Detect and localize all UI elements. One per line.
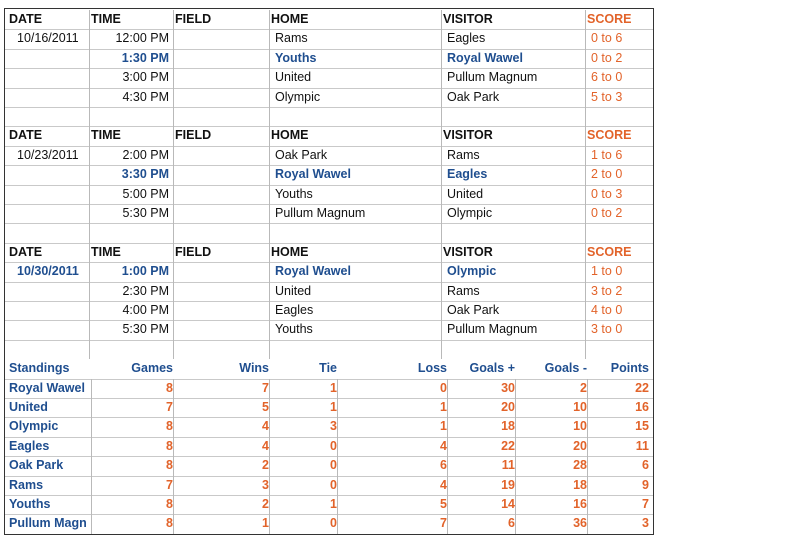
game-row	[5, 88, 653, 107]
standing-tie: 0	[330, 477, 337, 492]
standings-row	[5, 456, 653, 475]
game-score: 1 to 0	[591, 264, 623, 279]
standing-team: Pullum Magn	[9, 516, 87, 531]
game-score: 0 to 6	[591, 31, 623, 46]
standings-row	[5, 437, 653, 456]
game-row	[5, 301, 653, 320]
home-team: Royal Wawel	[275, 167, 351, 182]
standing-points: 9	[642, 477, 649, 492]
standing-goals-against: 36	[573, 516, 587, 531]
game-time: 2:30 PM	[122, 283, 169, 298]
time-header: TIME	[91, 244, 121, 259]
date-header: DATE	[9, 12, 43, 26]
game-row	[5, 29, 653, 48]
game-time: 4:30 PM	[122, 89, 169, 104]
column-divider	[515, 379, 516, 534]
points-header: Points	[610, 361, 649, 376]
row-divider	[5, 223, 653, 224]
visitor-team: Rams	[447, 283, 480, 298]
standing-goals-for: 19	[501, 477, 515, 492]
standings-row	[5, 417, 653, 436]
column-divider	[89, 243, 90, 359]
standing-wins: 3	[262, 477, 269, 492]
standing-points: 7	[642, 497, 649, 511]
game-time: 1:30 PM	[121, 50, 169, 65]
game-score: 0 to 2	[591, 206, 623, 220]
game-time: 5:30 PM	[122, 206, 169, 220]
standing-goals-for: 6	[508, 516, 515, 531]
game-row	[5, 68, 653, 87]
game-score: 3 to 0	[591, 322, 623, 337]
column-divider	[91, 379, 92, 534]
standing-goals-for: 14	[501, 497, 515, 511]
game-score: 2 to 0	[591, 167, 623, 182]
standing-points: 22	[635, 380, 649, 395]
standing-team: Royal Wawel	[9, 380, 85, 395]
home-team: Youths	[275, 322, 313, 337]
game-row	[5, 320, 653, 339]
visitor-team: Rams	[447, 147, 480, 162]
schedule-header-row	[5, 126, 653, 145]
column-divider	[269, 243, 270, 359]
standing-points: 6	[642, 458, 649, 473]
home-header: HOME	[271, 12, 309, 26]
standing-wins: 2	[262, 458, 269, 473]
game-row	[5, 262, 653, 281]
column-divider	[173, 243, 174, 359]
standings-row	[5, 398, 653, 417]
standing-wins: 4	[262, 419, 269, 434]
game-score: 1 to 6	[591, 147, 623, 162]
game-date: 10/30/2011	[17, 264, 79, 279]
column-divider	[337, 379, 338, 534]
home-team: Youths	[275, 50, 317, 65]
visitor-team: Oak Park	[447, 303, 500, 317]
standing-goals-against: 28	[573, 458, 587, 473]
visitor-team: Eagles	[447, 167, 488, 182]
standing-goals-for: 11	[501, 458, 515, 473]
column-divider	[585, 10, 586, 126]
standing-tie: 1	[330, 380, 337, 395]
standing-loss: 4	[440, 477, 447, 492]
score-header: SCORE	[587, 244, 632, 259]
standing-team: Rams	[9, 477, 44, 492]
standing-wins: 4	[262, 438, 269, 453]
standing-loss: 1	[440, 400, 447, 414]
game-time: 5:30 PM	[122, 322, 169, 337]
date-header: DATE	[9, 128, 43, 143]
visitor-team: Olympic	[447, 264, 497, 279]
standing-games: 8	[166, 497, 173, 511]
standings-row	[5, 495, 653, 514]
standing-games: 8	[166, 438, 173, 453]
score-header: SCORE	[587, 128, 632, 143]
game-time: 5:00 PM	[122, 186, 169, 201]
game-row	[5, 146, 653, 165]
home-team: United	[275, 283, 312, 298]
standing-tie: 3	[330, 419, 337, 434]
visitor-team: Eagles	[447, 31, 486, 46]
standing-goals-against: 10	[573, 400, 587, 414]
standing-points: 15	[635, 419, 649, 434]
game-date: 10/23/2011	[17, 147, 79, 162]
game-row	[5, 204, 653, 223]
standing-points: 3	[642, 516, 649, 531]
game-score: 3 to 2	[591, 283, 623, 298]
game-time: 2:00 PM	[122, 147, 169, 162]
time-header: TIME	[91, 12, 121, 26]
schedule-sheet	[4, 8, 654, 535]
standing-goals-against: 2	[580, 380, 587, 395]
standing-goals-for: 18	[501, 419, 515, 434]
column-divider	[587, 379, 588, 534]
home-team: Youths	[275, 186, 313, 201]
column-divider	[173, 379, 174, 534]
game-score: 4 to 0	[591, 303, 623, 317]
column-divider	[173, 10, 174, 126]
game-date: 10/16/2011	[17, 31, 79, 46]
visitor-team: Royal Wawel	[447, 50, 523, 65]
column-divider	[269, 10, 270, 126]
standings-row	[5, 379, 653, 398]
column-divider	[89, 10, 90, 126]
standing-games: 8	[166, 380, 173, 395]
standing-goals-against: 16	[573, 497, 587, 511]
game-row	[5, 49, 653, 68]
column-divider	[441, 10, 442, 126]
standing-wins: 1	[262, 516, 269, 531]
standing-team: United	[9, 400, 48, 414]
standing-team: Olympic	[9, 419, 59, 434]
standings-header-row	[5, 359, 653, 378]
standing-goals-against: 20	[573, 438, 587, 453]
standing-tie: 1	[330, 497, 337, 511]
time-header: TIME	[91, 128, 121, 143]
game-score: 0 to 2	[591, 50, 623, 65]
standing-games: 7	[166, 400, 173, 414]
score-header: SCORE	[587, 12, 632, 26]
date-header: DATE	[9, 244, 43, 259]
standing-tie: 0	[330, 516, 337, 531]
column-divider	[585, 126, 586, 242]
game-score: 6 to 0	[591, 70, 623, 85]
visitor-team: Pullum Magnum	[447, 322, 538, 337]
home-header: HOME	[271, 244, 309, 259]
column-divider	[441, 243, 442, 359]
standing-loss: 1	[440, 419, 447, 434]
visitor-team: Pullum Magnum	[447, 70, 538, 85]
standing-games: 7	[166, 477, 173, 492]
standing-loss: 6	[440, 458, 447, 473]
column-divider	[447, 379, 448, 534]
standing-games: 8	[166, 458, 173, 473]
visitor-header: VISITOR	[443, 244, 493, 259]
field-header: FIELD	[175, 128, 212, 143]
standing-goals-against: 10	[573, 419, 587, 434]
visitor-team: Oak Park	[447, 89, 500, 104]
goals-for-header: Goals +	[469, 361, 515, 376]
home-header: HOME	[271, 128, 309, 143]
visitor-header: VISITOR	[443, 12, 493, 26]
games-header: Games	[131, 361, 173, 376]
standing-loss: 5	[440, 497, 447, 511]
standing-team: Youths	[9, 497, 51, 511]
home-team: Rams	[275, 31, 308, 46]
standing-loss: 7	[440, 516, 447, 531]
game-row	[5, 165, 653, 184]
column-divider	[89, 126, 90, 242]
standing-goals-for: 20	[501, 400, 515, 414]
game-row	[5, 282, 653, 301]
column-divider	[269, 126, 270, 242]
field-header: FIELD	[175, 244, 212, 259]
standing-wins: 5	[262, 400, 269, 414]
standing-team: Oak Park	[9, 458, 64, 473]
row-divider	[5, 340, 653, 341]
home-team: United	[275, 70, 312, 85]
standing-games: 8	[166, 516, 173, 531]
column-divider	[173, 126, 174, 242]
home-team: Olympic	[275, 89, 321, 104]
loss-header: Loss	[417, 361, 447, 376]
standing-tie: 0	[330, 438, 337, 453]
standings-row	[5, 476, 653, 495]
game-time: 1:00 PM	[121, 264, 169, 279]
game-score: 0 to 3	[591, 186, 623, 201]
standing-goals-against: 18	[573, 477, 587, 492]
game-row	[5, 185, 653, 204]
standing-loss: 0	[440, 380, 447, 395]
home-team: Royal Wawel	[275, 264, 351, 279]
standing-wins: 2	[262, 497, 269, 511]
standing-tie: 1	[330, 400, 337, 414]
standing-wins: 7	[262, 380, 269, 395]
wins-header: Wins	[239, 361, 269, 376]
standings-header: Standings	[9, 361, 70, 376]
standing-points: 16	[635, 400, 649, 414]
game-time: 12:00 PM	[115, 31, 169, 46]
home-team: Pullum Magnum	[275, 206, 366, 220]
home-team: Eagles	[275, 303, 314, 317]
standings-row	[5, 514, 653, 533]
home-team: Oak Park	[275, 147, 328, 162]
game-score: 5 to 3	[591, 89, 623, 104]
row-divider	[5, 107, 653, 108]
goals-against-header: Goals -	[544, 361, 587, 376]
visitor-team: Olympic	[447, 206, 493, 220]
schedule-header-row	[5, 10, 653, 29]
standing-loss: 4	[440, 438, 447, 453]
visitor-team: United	[447, 186, 484, 201]
standing-tie: 0	[330, 458, 337, 473]
game-time: 3:30 PM	[121, 167, 169, 182]
schedule-grid	[5, 9, 655, 536]
standing-team: Eagles	[9, 438, 50, 453]
field-header: FIELD	[175, 12, 212, 26]
schedule-header-row	[5, 243, 653, 262]
standing-games: 8	[166, 419, 173, 434]
visitor-header: VISITOR	[443, 128, 493, 143]
column-divider	[441, 126, 442, 242]
standing-goals-for: 22	[501, 438, 515, 453]
game-time: 3:00 PM	[122, 70, 169, 85]
column-divider	[269, 379, 270, 534]
standing-points: 11	[635, 438, 649, 453]
column-divider	[585, 243, 586, 359]
tie-header: Tie	[319, 361, 337, 376]
game-time: 4:00 PM	[122, 303, 169, 317]
standing-goals-for: 30	[501, 380, 515, 395]
